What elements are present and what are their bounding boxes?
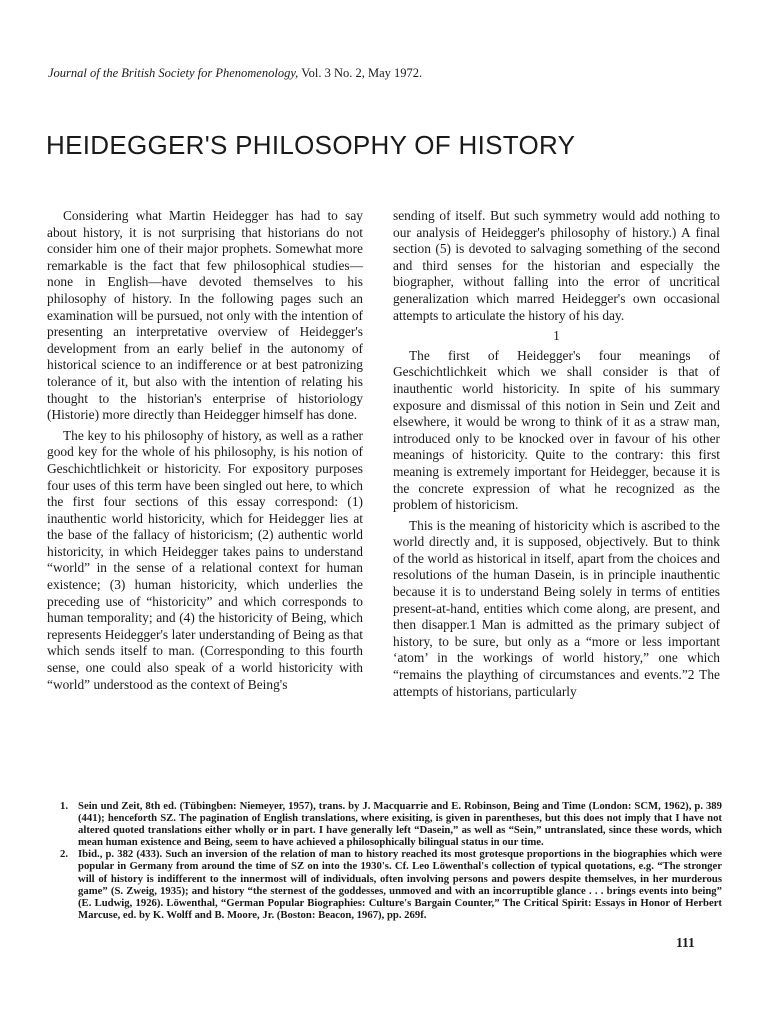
footnotes [60,800,722,921]
section-number: 1 [553,328,560,344]
right-column [393,208,720,704]
journal-issue: Vol. 3 No. 2, May 1972. [298,66,423,80]
page-number: 111 [676,935,695,950]
paragraph-first-meaning: The first of Heidegger's four meanings of Geschichtlichkeit which we shall consider is that of inauthentic world historicity. In spite of his summary exposure and dismissal of this notion in Sein und Zeit and elsewhere, it would be wrong to think of it as a straw man, introduced only to be knocked over in favour of his other meanings of historicity. Quite to the contrary: this first meaning is extremely important for Heidegger, because it is the concrete expression of what he recognized as the problem of historicism. [393,347,720,513]
journal-citation [48,66,728,81]
paragraph-meaning-of-historicity: This is the meaning of historicity which is ascribed to the world directly and, it is supposed, objectively. But to think of the world as historical in itself, apart from the choices and resolutions of the human Dasein, is in principle inauthentic because it is to understand Being solely in terms of entities present-at-hand, entities which come along, are present, and then disapper.1 Man is admitted as the primary subject of history, to be sure, but only as a “more or less important ‘atom’ in the workings of world history,” one which “remains the plaything of circumstances and events.”2 The attempts of historians, particularly [393,517,720,699]
footnote-text: Sein und Zeit, 8th ed. (Tübingben: Niemeyer, 1957), trans. by J. Macquarrie and E. Robinson, Being and Time (London: SCM, 1962), p. 389 (441); henceforth SZ. The pagination of English translations, where exisiting, is given in parentheses, but this does not imply that I have not altered quoted translations either wholly or in part. I have generally left “Dasein,” as well as “Sein,” untranslated, since these words, which mean human existence and Being, seem to have achieved a philosophically bilingual status in our time. [78,800,722,849]
footnote-number: 2. [60,848,69,861]
paragraph-continuation: sending of itself. But such symmetry would add nothing to our analysis of Heidegger's philosophy of history.) A final section (5) is devoted to salvaging something of the second and third senses for the historian and especially the biographer, without falling into the error of uncritical generalization which marred Heidegger's own occasional attempts to articulate the history of his day. [393,208,720,323]
footnote-1 [60,800,722,848]
article-title: HEIDEGGER'S PHILOSOPHY OF HISTORY [46,130,576,160]
left-column [47,208,363,697]
footnote-2 [60,848,722,921]
footnote-number: 1. [60,800,69,812]
paragraph-key: The key to his philosophy of history, as well as a rather good key for the whole of his philosophy, is his notion of Geschichtlichkeit or historicity. For expository purposes four uses of this term have been singled out here, to which the first four sections of this essay correspond: (1) inauthentic world historicity, which for Heidegger lies at the base of the fallacy of historicism; (2) authentic world historicity, in which Heidegger takes pains to understand “world” in the sense of a relational context for human existence; (3) human historicity, which underlies the preceding use of “historicity” and which corresponds to human temporality; and (4) the historicity of Being, which represents Heidegger's later understanding of Being as that which sends itself to man. (Corresponding to this fourth sense, one could also speak of a world historicity with “world” understood as the context of Being's [47,427,363,692]
journal-name: Journal of the British Society for Phenomenology, [48,66,299,80]
paragraph-intro: Considering what Martin Heidegger has had to say about history, it is not surprising that historians do not consider him one of their major prophets. Somewhat more remarkable is the fact that few philosophical studies—none in English—have devoted themselves to his philosophy of history. In the following pages such an examination will be pursued, not only with the intention of presenting an interpretative overview of Heidegger's development from an early belief in the autonomy of historical science to an indifference or at best patronizing tolerance of it, but also with the intention of relating his thought to the historian's enterprise of historiology (Historie) more directly than Heidegger himself has done. [47,208,363,423]
footnote-text: Ibid., p. 382 (433). Such an inversion of the relation of man to history reached its most grotesque proportions in the biographies which were popular in Germany from around the time of SZ on into the 1930's. Cf. Leo Löwenthal's collection of typical quotations, e.g. “The stronger will of history is indifferent to the innermost will of individuals, often involving persons and powers despite themselves, in her murderous game” (S. Zweig, 1935); and history “the sternest of the goddesses, unmoved and with an incorruptible glance . . . brings events into being” (E. Ludwig, 1926). Löwenthal, “German Popular Biographies: Culture's Bargain Counter,” The Critical Spirit: Essays in Honor of Herbert Marcuse, ed. by K. Wolff and B. Moore, Jr. (Boston: Beacon, 1967), pp. 269f. [78,848,722,921]
